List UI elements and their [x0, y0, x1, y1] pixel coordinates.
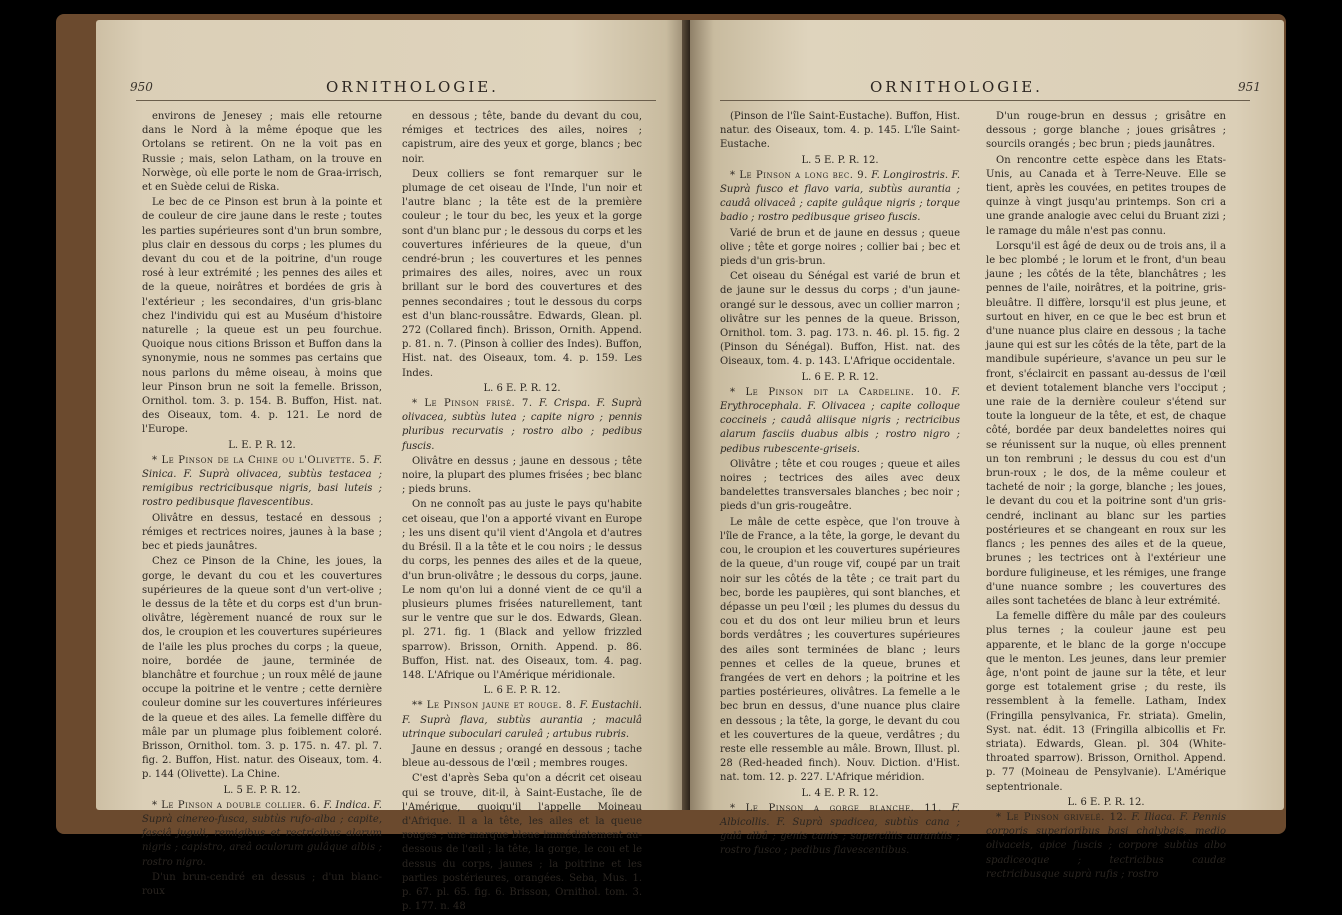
- species-title: * Le Pinson a gorge blanche. 11.: [730, 802, 942, 814]
- species-entry: [720, 802, 960, 859]
- paragraph: Chez ce Pinson de la Chine, les joues, la gorge, le devant du cou et les couvertures supérieures de la queue sont d'un vert-olive ; le dessus de la tête et du corps est d'un brun-olivâtre, légèrement nuancé de roux sur le dos, le croupion et les couvertures supérieures de l'aile les plus proches du corps ; la queue, noire, bordée de jaune, terminée de blanchâtre et fourchue ; un roux mêlé de jaune occupe la poitrine et le ventre ; cette dernière couleur domine sur les couvertures inférieures de la queue et des ailes. La femelle diffère du mâle par un plumage plus foiblement coloré. Brisson, Ornithol. tom. 3. p. 175. n. 47. pl. 7. fig. 2. Buffon, Hist. natur. des Oiseaux, tom. 4. p. 144 (Olivette). La Chine.: [142, 556, 382, 781]
- paragraph: environs de Jenesey ; mais elle retourne dans le Nord à la même époque que les Ortolans se retirent. On ne la voit pas en Russie ; mais, selon Latham, on la trouve en Norwège, où elle porte le nom de Graa-irrisch, et en Suède celui de Riska.: [142, 111, 382, 194]
- text-column-2: [986, 110, 1226, 883]
- paragraph: Le mâle de cette espèce, que l'on trouve à l'île de France, a la tête, la gorge, le devant du cou, le croupion et les couvertures supérieures de la queue, d'un rouge vif, coupé par un trait noir sur les côtés de la tête ; ce trait part du bec, borde les paupières, qui sont blanches, et dépasse un peu l'œil ; les plumes du dessus du cou et du dos ont leur milieu brun et leurs bords verdâtres ; les couvertures supérieures des ailes sont terminées de blanc ; leurs pennes et celles de la queue, brunes et frangées de vert en dehors ; la poitrine et les parties postérieures, olivâtres. La femelle a le bec brun en dessus, d'une nuance plus claire en dessous ; la tête, la gorge, le devant du cou et les couvertures de la queue, verdâtres ; du reste elle ressemble au mâle. Brown, Illust. pl. 28 (Red-headed finch). Nouv. Diction. d'Hist. nat. tom. 12. p. 227. L'Afrique méridion.: [720, 516, 960, 784]
- measurement-line: L. 4 E. P. R. 12.: [801, 787, 879, 799]
- paragraph: en dessous ; tête, bande du devant du cou, rémiges et tectrices des ailes, noires ; capistrum, aire des yeux et gorge, blancs ; bec noir.: [402, 111, 642, 165]
- species-entry: [986, 811, 1226, 882]
- paragraph: Varié de brun et de jaune en dessus ; queue olive ; tête et gorge noires ; collier bai ; bec et pieds d'un gris-brun.: [720, 227, 960, 268]
- text-column-2: [402, 110, 642, 915]
- species-title: * Le Pinson a double collier. 6.: [152, 799, 321, 811]
- paragraph: Olivâtre en dessus, testacé en dessous ; rémiges et rectrices noires, jaunes à la base ; bec et pieds jaunâtres.: [142, 512, 382, 553]
- running-head: ORNITHOLOGIE.: [870, 78, 1043, 96]
- paragraph: Deux colliers se font remarquer sur le plumage de cet oiseau de l'Inde, l'un noir et l'autre blanc ; la tête est de la première couleur ; le tour du bec, les yeux et la gorge sont d'un blanc pur ; le dessous du corps et les couvertures inférieures de la queue, d'un cendré-brun ; les couvertures et les pennes primaires des ailes, noires, avec un roux brillant sur le bord des couvertures et des pennes secondaires ; tout le dessous du corps est d'un blanc-roussâtre. Edwards, Glean. pl. 272 (Collared finch). Brisson, Ornith. Append. p. 81. n. 7. (Pinson à collier des Indes). Buffon, Hist. nat. des Oiseaux, tom. 4. p. 159. Les Indes.: [402, 168, 642, 379]
- measurement-line: L. 5 E. P. R. 12.: [223, 784, 301, 796]
- paragraph: Olivâtre ; tête et cou rouges ; queue et ailes noires ; tectrices des ailes avec deux bandelettes transversales blanches ; bec noir ; pieds d'un gris-rougeâtre.: [720, 458, 960, 513]
- species-entry: [402, 397, 642, 454]
- paragraph: Jaune en dessus ; orangé en dessous ; tache bleue au-dessous de l'œil ; membres rouges.: [402, 743, 642, 770]
- species-title: * Le Pinson de la Chine ou l'Olivette. 5.: [152, 454, 370, 466]
- paragraph: On ne connoît pas au juste le pays qu'habite cet oiseau, que l'on a apporté vivant en Europe ; les uns disent qu'il vient d'Angola et d'autres du Brésil. Il a la tête et le cou noirs ; le dessus du corps, les pennes des ailes et de la queue, d'un brun-olivâtre ; le dessous du corps, jaune. Le nom qu'on lui a donné vient de ce qu'il a plusieurs plumes frisées naturellement, tant sur le ventre que sur le dos. Edwards, Glean. pl. 271. fig. 1 (Black and yellow frizzled sparrow). Brisson, Ornith. Append. p. 86. Buffon, Hist. nat. des Oiseaux, tom. 4. pag. 148. L'Afrique ou l'Amérique méridionale.: [402, 499, 642, 681]
- species-title: ** Le Pinson jaune et rouge. 8.: [412, 700, 577, 712]
- header-rule: [720, 100, 1250, 101]
- text-column-1: [720, 110, 960, 860]
- species-entry: [142, 799, 382, 870]
- species-entry: [720, 386, 960, 457]
- paragraph: Cet oiseau du Sénégal est varié de brun et de jaune sur le dessus du corps ; d'un jaune-orangé sur le dessous, avec un collier marron ; olivâtre sur les pennes de la queue. Brisson, Ornithol. tom. 3. pag. 173. n. 46. pl. 15. fig. 2 (Pinson du Sénégal). Buffon, Hist. nat. des Oiseaux, tom. 4. p. 143. L'Afrique occidentale.: [720, 271, 960, 368]
- latin-diagnosis: F. Sinica. F. Suprà olivacea, subtùs testacea ; remigibus rectricibusque nigris, basi luteis ; rostro pedibusque flavescentibus.: [142, 454, 382, 509]
- species-title: * Le Pinson dit la Cardeline. 10.: [730, 386, 942, 398]
- species-title: * Le Pinson frisé. 7.: [412, 398, 533, 410]
- latin-diagnosis: F. Eustachii. F. Suprà flava, subtùs aurantia ; maculâ utrinque suboculari caruleâ ; artubus rubris.: [402, 700, 642, 740]
- latin-diagnosis: F. Albicollis. F. Suprà spadicea, subtùs cana ; gulâ albâ ; genis canis ; superciliis aurantiis ; rostro fusco ; pedibus flavescentibus.: [720, 802, 960, 857]
- species-entry: [142, 454, 382, 511]
- species-title: * Le Pinson grivelé. 12.: [996, 811, 1128, 823]
- header-rule: [136, 100, 656, 101]
- page-number: 950: [130, 80, 153, 94]
- measurement-line: L. E. P. R. 12.: [228, 439, 296, 451]
- page-number: 951: [1238, 80, 1261, 94]
- paragraph: C'est d'après Seba qu'on a décrit cet oiseau qui se trouve, dit-il, à Saint-Eustache, île de l'Amérique, quoiqu'il l'appelle Moineau d'Afrique. Il a la tête, les ailes et la queue rouges ; une marque bleue immédiatement au-dessous de l'œil ; la tête, la gorge, le cou et le dessus du corps, jaunes ; la poitrine et les parties postérieures, orangées. Seba, Mus. 1. p. 67. pl. 65. fig. 6. Brisson, Ornithol. tom. 3. p. 177. n. 48: [402, 773, 642, 913]
- text-column-1: [142, 110, 382, 900]
- latin-diagnosis: F. Longirostris. F. Suprà fusco et flavo varia, subtùs aurantia ; caudâ olivaceâ ; capite gulâque nigris ; torque badio ; rostro pedibusque griseo fuscis.: [720, 169, 961, 224]
- species-entry: [720, 169, 960, 226]
- paragraph: La femelle diffère du mâle par des couleurs plus ternes ; la couleur jaune est peu apparente, et le blanc de la gorge n'occupe que le menton. Les jeunes, dans leur premier âge, n'ont point de jaune sur la tête, et leur gorge est totalement grise ; du reste, ils ressemblent à la femelle. Latham, Index (Fringilla pensylvanica, Fr. striata). Gmelin, Syst. nat. édit. 13 (Fringilla albicollis et Fr. striata). Edwards, Glean. pl. 304 (White-throated sparrow). Brisson, Ornithol. Append. p. 77 (Moineau de Pensylvanie). L'Amérique septentrionale.: [986, 611, 1226, 793]
- measurement-line: L. 6 E. P. R. 12.: [801, 371, 879, 383]
- paragraph: D'un brun-cendré en dessus ; d'un blanc-roux: [142, 871, 382, 897]
- latin-diagnosis: F. Iliaca. F. Pennis corporis superioribus basi chalybeis, medio olivaceis, apice fuscis ; corpore subtùs albo spadiceoque ; tectricibus caudæ rectricibusque suprà rufis ; rostro: [986, 811, 1226, 880]
- measurement-line: L. 6 E. P. R. 12.: [483, 685, 561, 697]
- paragraph: On rencontre cette espèce dans les Etats-Unis, au Canada et à Terre-Neuve. Elle se tient, après les couvées, en petites troupes de quinze à vingt jusqu'au printemps. Son cri a une grande analogie avec celui du Bruant zizi ; le ramage du mâle n'est pas connu.: [986, 154, 1226, 237]
- paragraph: Olivâtre en dessus ; jaune en dessous ; tête noire, la plupart des plumes frisées ; bec blanc ; pieds bruns.: [402, 455, 642, 496]
- paragraph: Le bec de ce Pinson est brun à la pointe et de couleur de cire jaune dans le reste ; toutes les parties supérieures sont d'un brun sombre, plus clair en dessous du corps ; les plumes du devant du cou et de la poitrine, d'un rouge rosé à leur extrémité ; les pennes des ailes et de la queue, noirâtres et bordées de gris à l'extérieur ; les secondaires, d'un gris-blanc chez l'individu qui est au Muséum d'histoire naturelle ; la queue est un peu fourchue. Quoique nous citions Brisson et Buffon dans la synonymie, nous ne sommes pas certains que nous parlons du même oiseau, à moins que leur Pinson brun ne soit la femelle. Brisson, Ornithol. tom. 3. p. 154. B. Buffon, Hist. nat. des Oiseaux, tom. 4. p. 121. Le nord de l'Europe.: [142, 197, 382, 436]
- latin-diagnosis: F. Indica. F. Suprà cinereo-fusca, subtùs rufo-alba ; capite, fasciâ juguli, remigibus et rectricibus alarum nigris ; capistro, areâ oculorum gulâque albis ; rostro nigro.: [142, 799, 382, 868]
- right-page: [690, 20, 1284, 880]
- measurement-line: L. 6 E. P. R. 12.: [483, 382, 561, 394]
- latin-diagnosis: F. Erythrocephala. F. Olivacea ; capite colloque coccineis ; caudâ aliisque nigris ; rectricibus alarum fasciis duabus albis ; rostro nigro ; pedibus rubescente-griseis.: [720, 386, 961, 455]
- paragraph: Lorsqu'il est âgé de deux ou de trois ans, il a le bec plombé ; le lorum et le front, d'un beau jaune ; les côtés de la tête, blanchâtres ; les pennes de l'aile, noirâtres, et la poitrine, gris-bleuâtre. Il diffère, lorsqu'il est plus jeune, et surtout en hiver, en ce que le bec est brun et d'une nuance plus claire en dessous ; la tache jaune qui est sur les côtés de la tête, part de la mandibule supérieure, s'avance un peu sur le front, s'éclaircit en passant au-dessus de l'œil et devient totalement blanche vers l'occiput ; une raie de la dernière couleur s'étend sur toute la longueur de la tête, et est, de chaque côté, bordée par deux bandelettes noires qui se réunissent sur la nuque, où elles prennent un ton rembruni ; le dessus du cou est d'un brun-roux ; le dos, de la même couleur et tacheté de noir ; la gorge, blanche ; les joues, le devant du cou et la poitrine sont d'un gris-cendré, inclinant au blanc sur les parties postérieures et se changeant en roux sur les flancs ; les pennes des ailes et de la queue, brunes ; les tectrices ont à l'extérieur une bordure fuligineuse, et les rémiges, une frange d'une nuance sombre ; les couvertures des ailes sont tachetées de blanc à leur extrémité.: [986, 240, 1226, 607]
- measurement-line: L. 5 E. P. R. 12.: [801, 154, 879, 166]
- species-title: * Le Pinson a long bec. 9.: [730, 169, 868, 181]
- species-entry: [402, 699, 642, 742]
- left-page: [96, 20, 690, 913]
- running-head: ORNITHOLOGIE.: [326, 78, 499, 96]
- paragraph: D'un rouge-brun en dessus ; grisâtre en dessous ; gorge blanche ; joues grisâtres ; sourcils orangés ; bec brun ; pieds jaunâtres.: [986, 111, 1226, 151]
- measurement-line: L. 6 E. P. R. 12.: [1067, 796, 1145, 808]
- latin-diagnosis: F. Crispa. F. Suprà olivacea, subtùs lutea ; capite nigro ; pennis pluribus recurvatis ; rostro albo ; pedibus fuscis.: [402, 398, 642, 452]
- paragraph: (Pinson de l'île Saint-Eustache). Buffon, Hist. natur. des Oiseaux, tom. 4. p. 145. L'île Saint-Eustache.: [720, 111, 960, 151]
